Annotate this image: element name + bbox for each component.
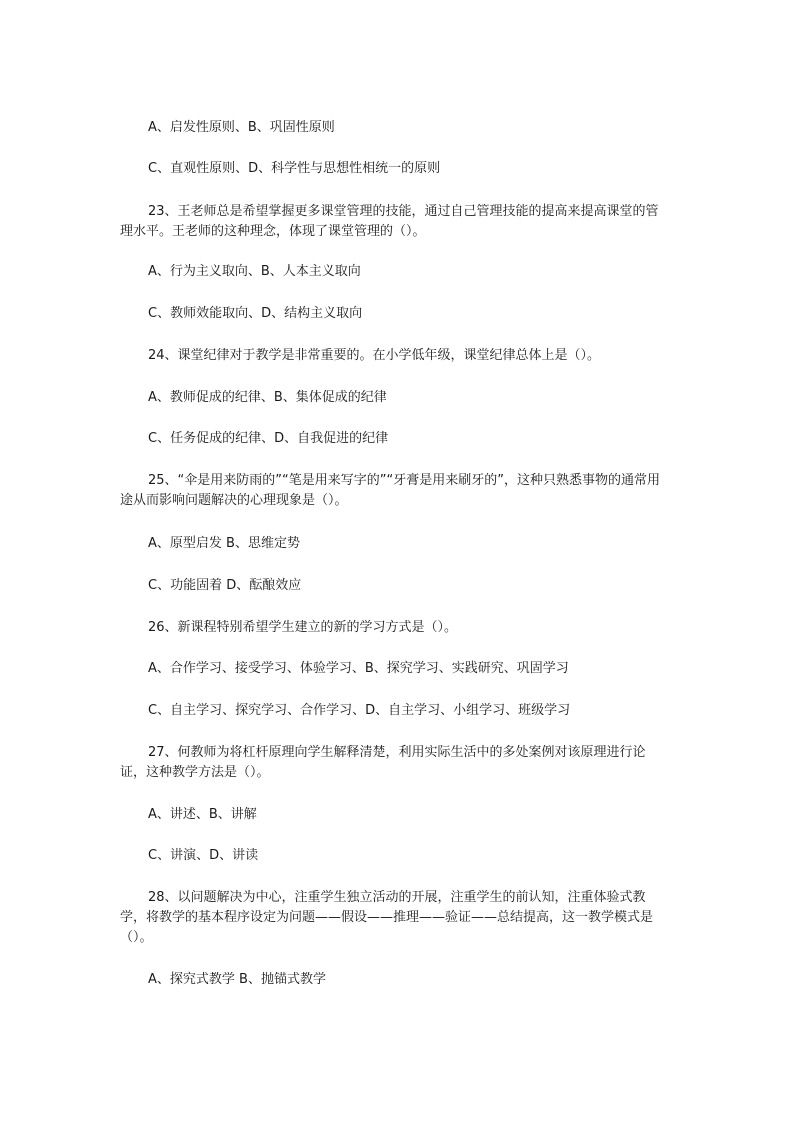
question-23: 23、王老师总是希望掌握更多课堂管理的技能，通过自己管理技能的提高来提高课堂的管理水平。王老师的这种理念，体现了课堂管理的（）。 — [120, 204, 659, 239]
question-28: 28、以问题解决为中心，注重学生独立活动的开展，注重学生的前认知，注重体验式教学，将教学的基本程序设定为问题——假设——推理——验证——总结提高，这一教学模式是（）。 — [120, 890, 654, 945]
question-27: 27、何教师为将杠杆原理向学生解释清楚，利用实际生活中的多处案例对该原理进行论证，这种教学方法是（）。 — [120, 745, 646, 780]
option-line: C、任务促成的纪律、D、自我促进的纪律 — [148, 431, 389, 446]
question-25: 25、“伞是用来防雨的”“笔是用来写字的”“牙膏是用来刷牙的”，这种只熟悉事物的通常用途从而影响问题解决的心理现象是（）。 — [120, 473, 660, 508]
option-line: A、讲述、B、讲解 — [148, 807, 257, 822]
option-line: C、自主学习、探究学习、合作学习、D、自主学习、小组学习、班级学习 — [148, 703, 571, 718]
option-line: A、探究式教学 B、抛锚式教学 — [148, 972, 326, 987]
option-line: A、教师促成的纪律、B、集体促成的纪律 — [148, 390, 387, 405]
option-line: C、功能固着 D、酝酿效应 — [148, 578, 302, 593]
question-26: 26、新课程特别希望学生建立的新的学习方式是（）。 — [148, 620, 458, 635]
option-line: C、教师效能取向、D、结构主义取向 — [148, 306, 363, 321]
option-line: A、原型启发 B、思维定势 — [148, 536, 300, 551]
option-line: A、合作学习、接受学习、体验学习、B、探究学习、实践研究、巩固学习 — [148, 661, 569, 676]
question-24: 24、课堂纪律对于教学是非常重要的。在小学低年级，课堂纪律总体上是（）。 — [148, 348, 601, 363]
option-line: A、启发性原则、B、巩固性原则 — [148, 120, 335, 135]
option-line: C、讲演、D、讲读 — [148, 848, 259, 863]
option-line: C、直观性原则、D、科学性与思想性相统一的原则 — [148, 161, 441, 176]
option-line: A、行为主义取向、B、人本主义取向 — [148, 264, 361, 279]
